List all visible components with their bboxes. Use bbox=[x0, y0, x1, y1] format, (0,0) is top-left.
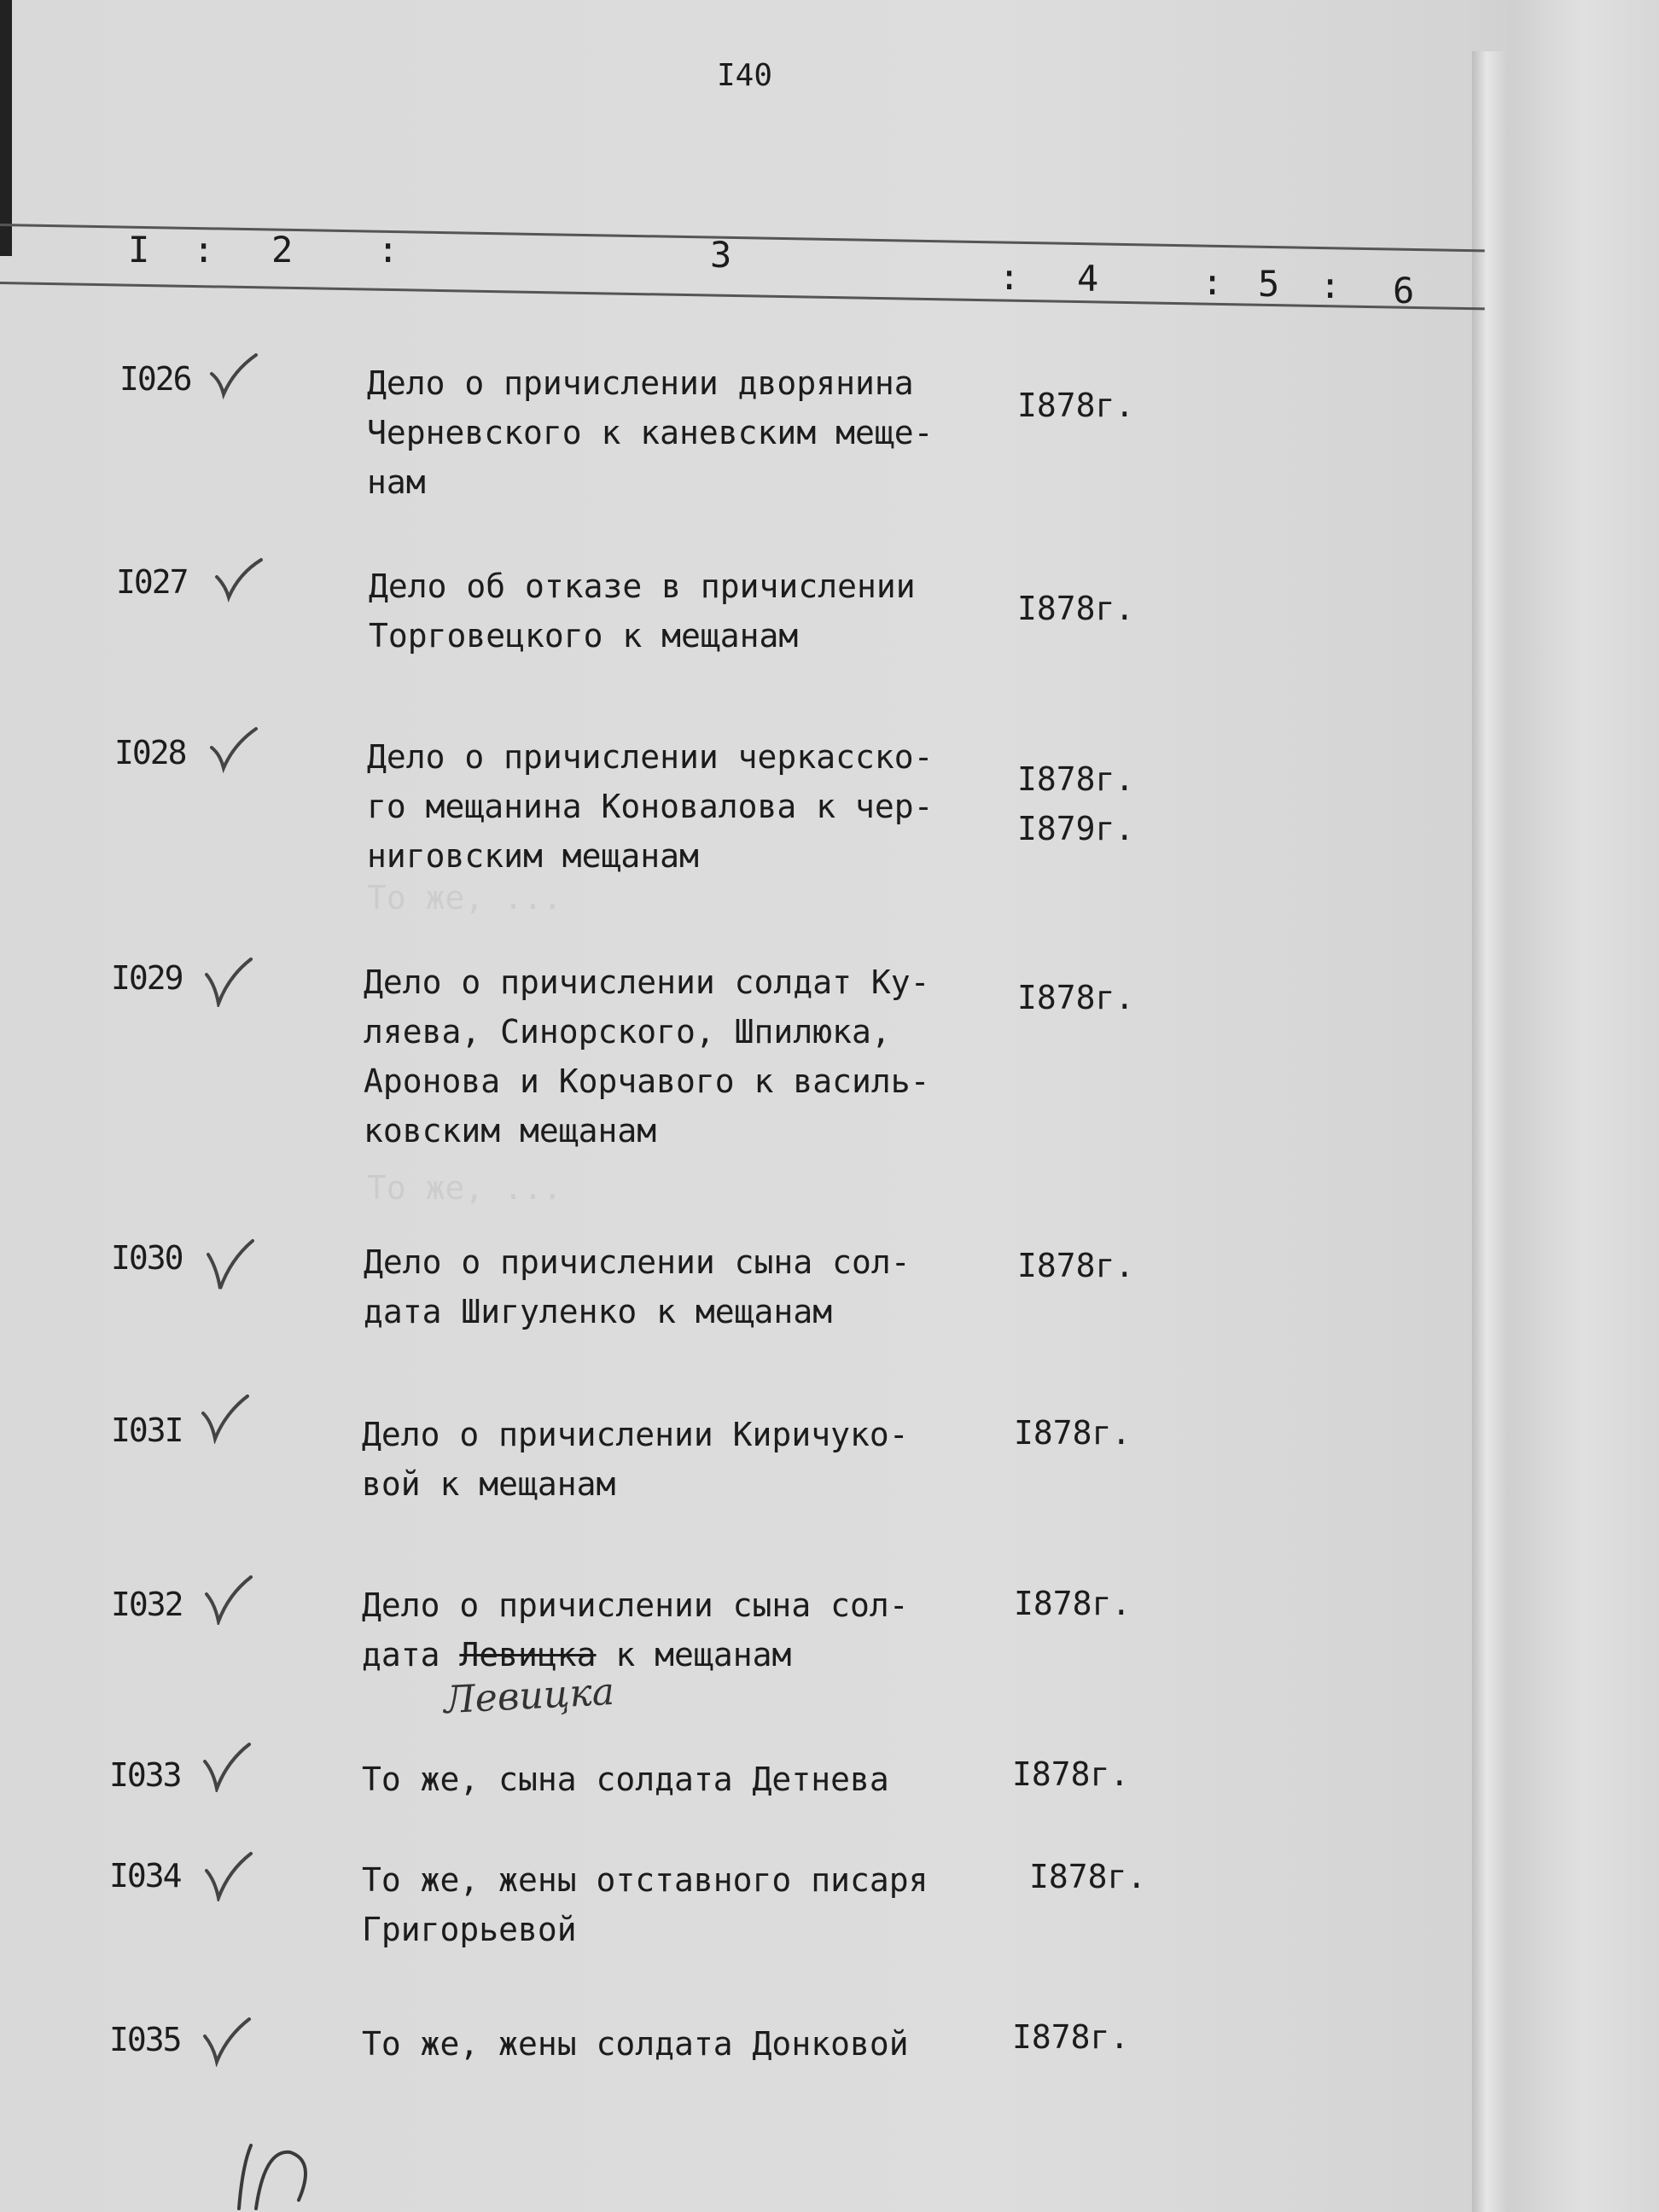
checkmark-icon bbox=[203, 956, 254, 1007]
column-header-4: 4 bbox=[1077, 258, 1099, 300]
entry-number: I034 bbox=[109, 1857, 181, 1895]
entry-date: I878г. bbox=[1017, 387, 1135, 424]
entry-title: Дело о причислении сына сол- дата Шигуленко к мещанам bbox=[364, 1243, 911, 1330]
column-header-2: 2 bbox=[271, 229, 294, 271]
bleed-through-text: То же, ... bbox=[367, 1169, 562, 1207]
entry-date: I878г. bbox=[1017, 590, 1135, 627]
page-fold bbox=[1472, 51, 1508, 2212]
entry-number: I032 bbox=[111, 1586, 183, 1623]
entry-title: Дело о причислении Киричуко- вой к мещанам bbox=[362, 1416, 909, 1503]
entry-title: То же, жены отставного писаря Григорьевой bbox=[362, 1861, 928, 1948]
checkmark-icon bbox=[208, 350, 259, 401]
column-header-1: I bbox=[128, 229, 150, 271]
right-margin bbox=[1508, 0, 1659, 2212]
header-rule-top bbox=[0, 224, 1485, 252]
checkmark-icon bbox=[205, 1239, 256, 1290]
checkmark-icon bbox=[201, 2016, 253, 2067]
checkmark-icon bbox=[203, 1574, 254, 1625]
entry-number: I027 bbox=[116, 563, 188, 601]
column-header-6: 6 bbox=[1393, 270, 1415, 311]
entry-title: То же, сына солдата Детнева bbox=[362, 1761, 889, 1798]
entry-date: I878г. I879г. bbox=[1017, 760, 1135, 847]
column-header-3: 3 bbox=[710, 234, 732, 276]
entry-title: Дело о причислении солдат Ку- ляева, Синорского, Шпилюка, Аронова и Корчавого к василь- ковским мещанам bbox=[364, 963, 930, 1150]
entry-title bbox=[362, 1580, 985, 1679]
column-separator: : bbox=[377, 229, 399, 271]
column-separator: : bbox=[1319, 265, 1342, 306]
handwritten-correction: Левицка bbox=[442, 1669, 616, 1723]
entry-date: I878г. bbox=[1029, 1858, 1147, 1895]
column-header-5: 5 bbox=[1258, 263, 1280, 305]
bleed-through-text: То же, ... bbox=[367, 879, 562, 917]
checkmark-icon bbox=[208, 724, 259, 775]
checkmark-icon bbox=[201, 1741, 253, 1792]
column-separator: : bbox=[193, 229, 215, 271]
struck-surname: Левицка bbox=[459, 1636, 597, 1674]
checkmark-icon bbox=[200, 1393, 251, 1444]
checkmark-icon bbox=[213, 555, 265, 606]
entry-date: I878г. bbox=[1012, 2018, 1130, 2056]
entry-number: I028 bbox=[114, 734, 186, 771]
checkmark-icon bbox=[203, 1850, 254, 1901]
handwritten-mark bbox=[230, 2140, 324, 2212]
scan-edge bbox=[0, 0, 12, 256]
entry-number: I029 bbox=[111, 959, 183, 997]
entry-number: I03I bbox=[111, 1412, 183, 1449]
entry-title: Дело об отказе в причислении Торговецкого к мещанам bbox=[369, 568, 916, 655]
column-separator: : bbox=[1202, 261, 1224, 303]
entry-date: I878г. bbox=[1012, 1755, 1130, 1793]
entry-title-text: Дело о причислении сына сол- дата bbox=[362, 1586, 909, 1674]
entry-title: То же, жены солдата Донковой bbox=[362, 2025, 909, 2063]
entry-number: I026 bbox=[119, 360, 191, 398]
column-separator: : bbox=[998, 256, 1021, 298]
entry-number: I033 bbox=[109, 1756, 181, 1794]
entry-date: I878г. bbox=[1017, 1247, 1135, 1284]
entry-number: I030 bbox=[111, 1239, 183, 1277]
entry-title-text: к мещанам bbox=[596, 1636, 792, 1674]
entry-title: Дело о причислении дворянина Черневского к каневским меще- нам bbox=[367, 364, 934, 501]
entry-number: I035 bbox=[109, 2021, 181, 2058]
entry-date: I878г. bbox=[1017, 979, 1135, 1016]
entry-title: Дело о причислении черкасско- го мещанина Коновалова к чер- ниговским мещанам bbox=[367, 738, 934, 875]
entry-date: I878г. bbox=[1014, 1414, 1132, 1452]
page-number: I40 bbox=[717, 58, 773, 93]
entry-date: I878г. bbox=[1014, 1585, 1132, 1622]
